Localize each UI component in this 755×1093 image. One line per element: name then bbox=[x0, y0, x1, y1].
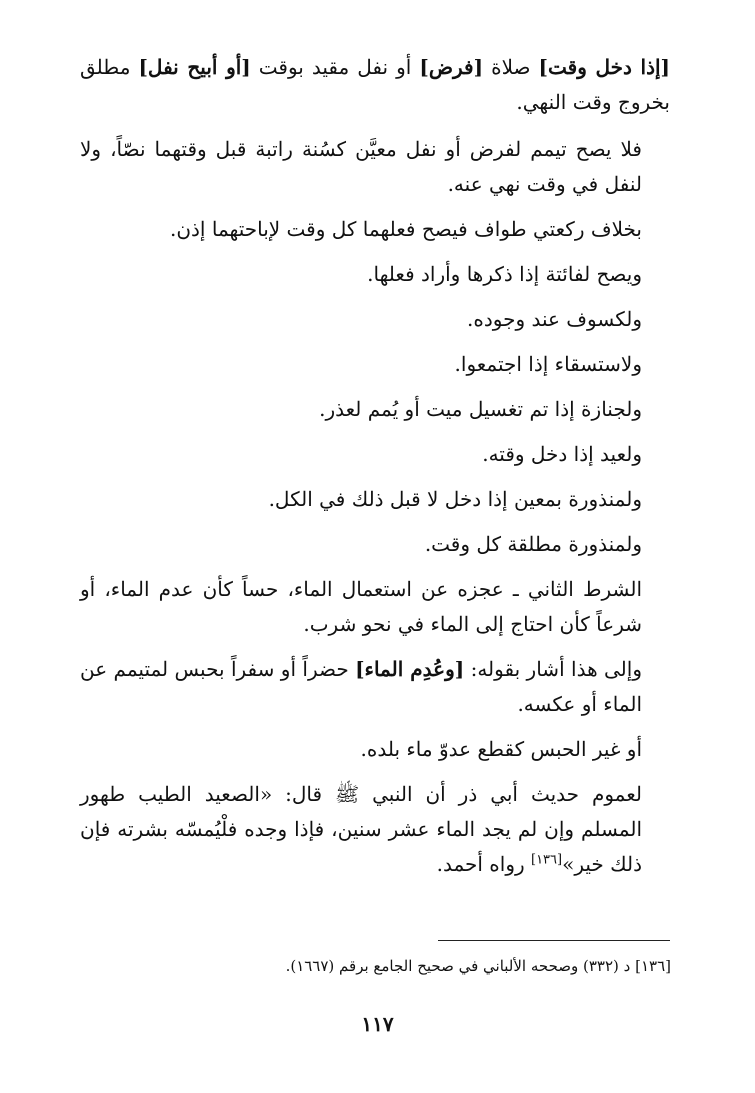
main-text bbox=[80, 50, 670, 892]
list-item: ولاستسقاء إذا اجتمعوا. bbox=[454, 352, 642, 376]
footnote-separator bbox=[438, 940, 670, 941]
bracket-term: [إذا دخل وقت] bbox=[538, 55, 671, 79]
list-item: ولمنذورة مطلقة كل وقت. bbox=[424, 532, 642, 556]
paragraph-2: فلا يصح تيمم لفرض أو نفل معيَّن كسُنة راتبة قبل وقتهما نصّاً، ولا لنفل في وقت نهي عنه. bbox=[80, 137, 642, 196]
footnote: [١٣٦] د (٣٣٢) وصححه الألباني في صحيح الجامع برقم (١٦٦٧). bbox=[285, 957, 671, 975]
paragraph-text: أو نفل مقيد بوقت bbox=[250, 55, 420, 79]
paragraph-text: مطلق بخروج وقت النهي. bbox=[80, 55, 670, 114]
paragraph-4: الشرط الثاني ـ عجزه عن استعمال الماء، حساً كأن عدم الماء، أو شرعاً كأن احتاج إلى الماء في نحو شرب. bbox=[80, 577, 642, 636]
bracket-term: [فرض] bbox=[419, 55, 484, 79]
paragraph-text: حضراً أو سفراً بحبس لمتيمم عن الماء أو عكسه. bbox=[80, 657, 642, 716]
list-item: ولكسوف عند وجوده. bbox=[467, 307, 642, 331]
list-item: ولمنذورة بمعين إذا دخل لا قبل ذلك في الكل. bbox=[268, 487, 642, 511]
paragraph-6: أو غير الحبس كقطع عدوّ ماء بلده. bbox=[360, 737, 642, 761]
paragraph-text: وإلى هذا أشار بقوله: bbox=[464, 657, 642, 681]
footnote-reference[interactable]: [١٣٦] bbox=[531, 852, 563, 868]
paragraph-7 bbox=[80, 777, 670, 882]
list-item: ولجنازة إذا تم تغسيل ميت أو يُمم لعذر. bbox=[319, 397, 642, 421]
paragraph-1 bbox=[80, 50, 670, 120]
paragraph-text: لعموم حديث أبي ذر أن النبي ﷺ قال: «الصعيد الطيب طهور المسلم وإن لم يجد الماء عشر سنين، فإذا وجده فلْيُمسّه بشرته فإن ذلك خير» bbox=[80, 782, 642, 876]
bracket-term: [وعُدِم الماء] bbox=[355, 657, 465, 681]
page-number: ١١٧ bbox=[361, 1012, 394, 1036]
list-item: ولعيد إذا دخل وقته. bbox=[482, 442, 642, 466]
list-item: ويصح لفائتة إذا ذكرها وأراد فعلها. bbox=[367, 262, 642, 286]
paragraph-text: رواه أحمد. bbox=[436, 852, 531, 876]
paragraph-3: بخلاف ركعتي طواف فيصح فعلهما كل وقت لإباحتهما إذن. bbox=[169, 217, 642, 241]
bracket-term: [أو أبيح نفل] bbox=[138, 55, 251, 79]
paragraph-text: صلاة bbox=[483, 55, 539, 79]
paragraph-5 bbox=[80, 652, 670, 722]
